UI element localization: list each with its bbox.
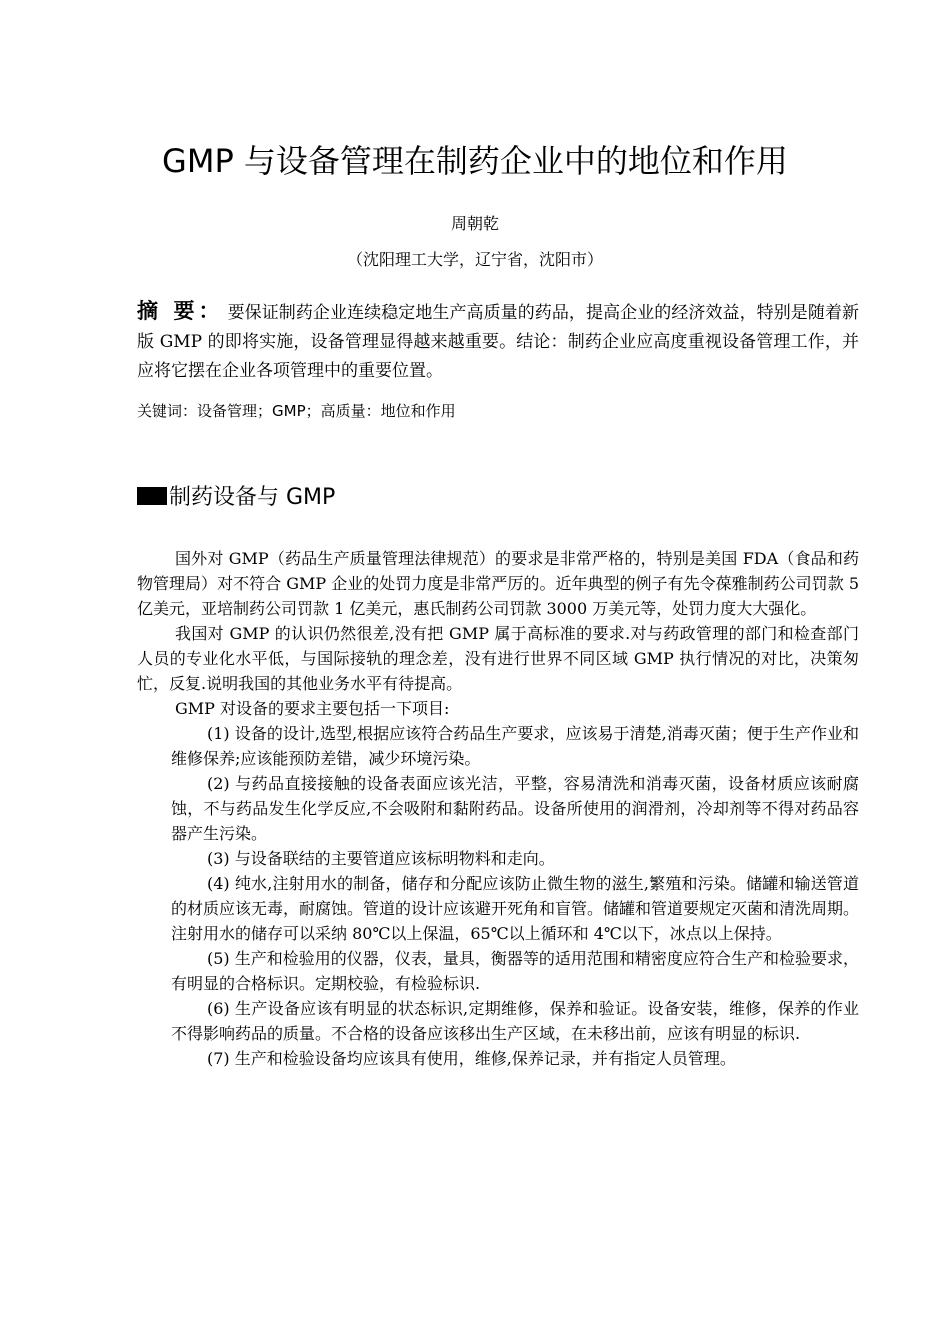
list-item: (6) 生产设备应该有明显的状态标识,定期维修，保养和验证。设备安装，维修，保养的作业不得影响药品的质量。不合格的设备应该移出生产区域，在未移出前，应该有明显的标识.	[171, 999, 859, 1043]
list-item: (1) 设备的设计,选型,根据应该符合药品生产要求，应该易于清楚,消毒灭菌；便于生产作业和维修保养;应该能预防差错，减少环境污染。	[171, 724, 859, 768]
author: 周朝乾	[450, 214, 499, 233]
section-heading-text: 制药设备与 GMP	[169, 485, 336, 510]
keywords: 关键词：设备管理；GMP；高质量：地位和作用	[137, 402, 456, 420]
list-item: (2) 与药品直接接触的设备表面应该光洁，平整，容易清洗和消毒灭菌，设备材质应该耐腐蚀，不与药品发生化学反应,不会吸附和黏附药品。设备所使用的润滑剂，冷却剂等不得对药品容器产生污染。	[171, 774, 859, 843]
list-item: (7) 生产和检验设备均应该具有使用，维修,保养记录，并有指定人员管理。	[207, 1049, 736, 1068]
abstract	[137, 297, 859, 386]
paragraph: 我国对 GMP 的认识仍然很差,没有把 GMP 属于高标准的要求.对与药政管理的部门和检查部门人员的专业化水平低，与国际接轨的理念差，没有进行世界不同区域 GMP 执行情况的对比，决策匆忙，反复.说明我国的其他业务水平有待提高。	[137, 624, 859, 693]
paragraph: 国外对 GMP（药品生产质量管理法律规范）的要求是非常严格的，特别是美国 FDA（食品和药物管理局）对不符合 GMP 企业的处罚力度是非常严厉的。近年典型的例子有先令葆雅制药公司罚款 5 亿美元，亚培制药公司罚款 1 亿美元，惠氏制药公司罚款 3000 万美元等，处罚力度大大强化。	[137, 549, 859, 618]
list-intro: GMP 对设备的要求主要包括一下项目:	[175, 699, 450, 718]
section-heading	[137, 482, 335, 514]
page-title: GMP 与设备管理在制药企业中的地位和作用	[162, 142, 788, 180]
heading-marker	[137, 487, 167, 505]
abstract-text: 要保证制药企业连续稳定地生产高质量的药品，提高企业的经济效益，特别是随着新版 GMP 的即将实施，设备管理显得越来越重要。结论：制药企业应高度重视设备管理工作，并应将它摆在企业各项管理中的重要位置。	[137, 303, 860, 381]
affiliation: （沈阳理工大学，辽宁省，沈阳市）	[346, 250, 603, 269]
list-item: (3) 与设备联结的主要管道应该标明物料和走向。	[207, 849, 555, 868]
list-item: (4) 纯水,注射用水的制备，储存和分配应该防止微生物的滋生,繁殖和污染。储罐和输送管道的材质应该无毒，耐腐蚀。管道的设计应该避开死角和盲管。储罐和管道要规定灭菌和清洗周期。注射用水的储存可以采纳 80℃以上保温，65℃以上循环和 4℃以下，冰点以上保持。	[171, 874, 860, 943]
abstract-label: 摘 要：	[137, 299, 224, 323]
section-body	[137, 546, 859, 1071]
list-item: (5) 生产和检验用的仪器，仪表，量具，衡器等的适用范围和精密度应符合生产和检验要求，有明显的合格标识。定期校验，有检验标识.	[171, 949, 859, 993]
